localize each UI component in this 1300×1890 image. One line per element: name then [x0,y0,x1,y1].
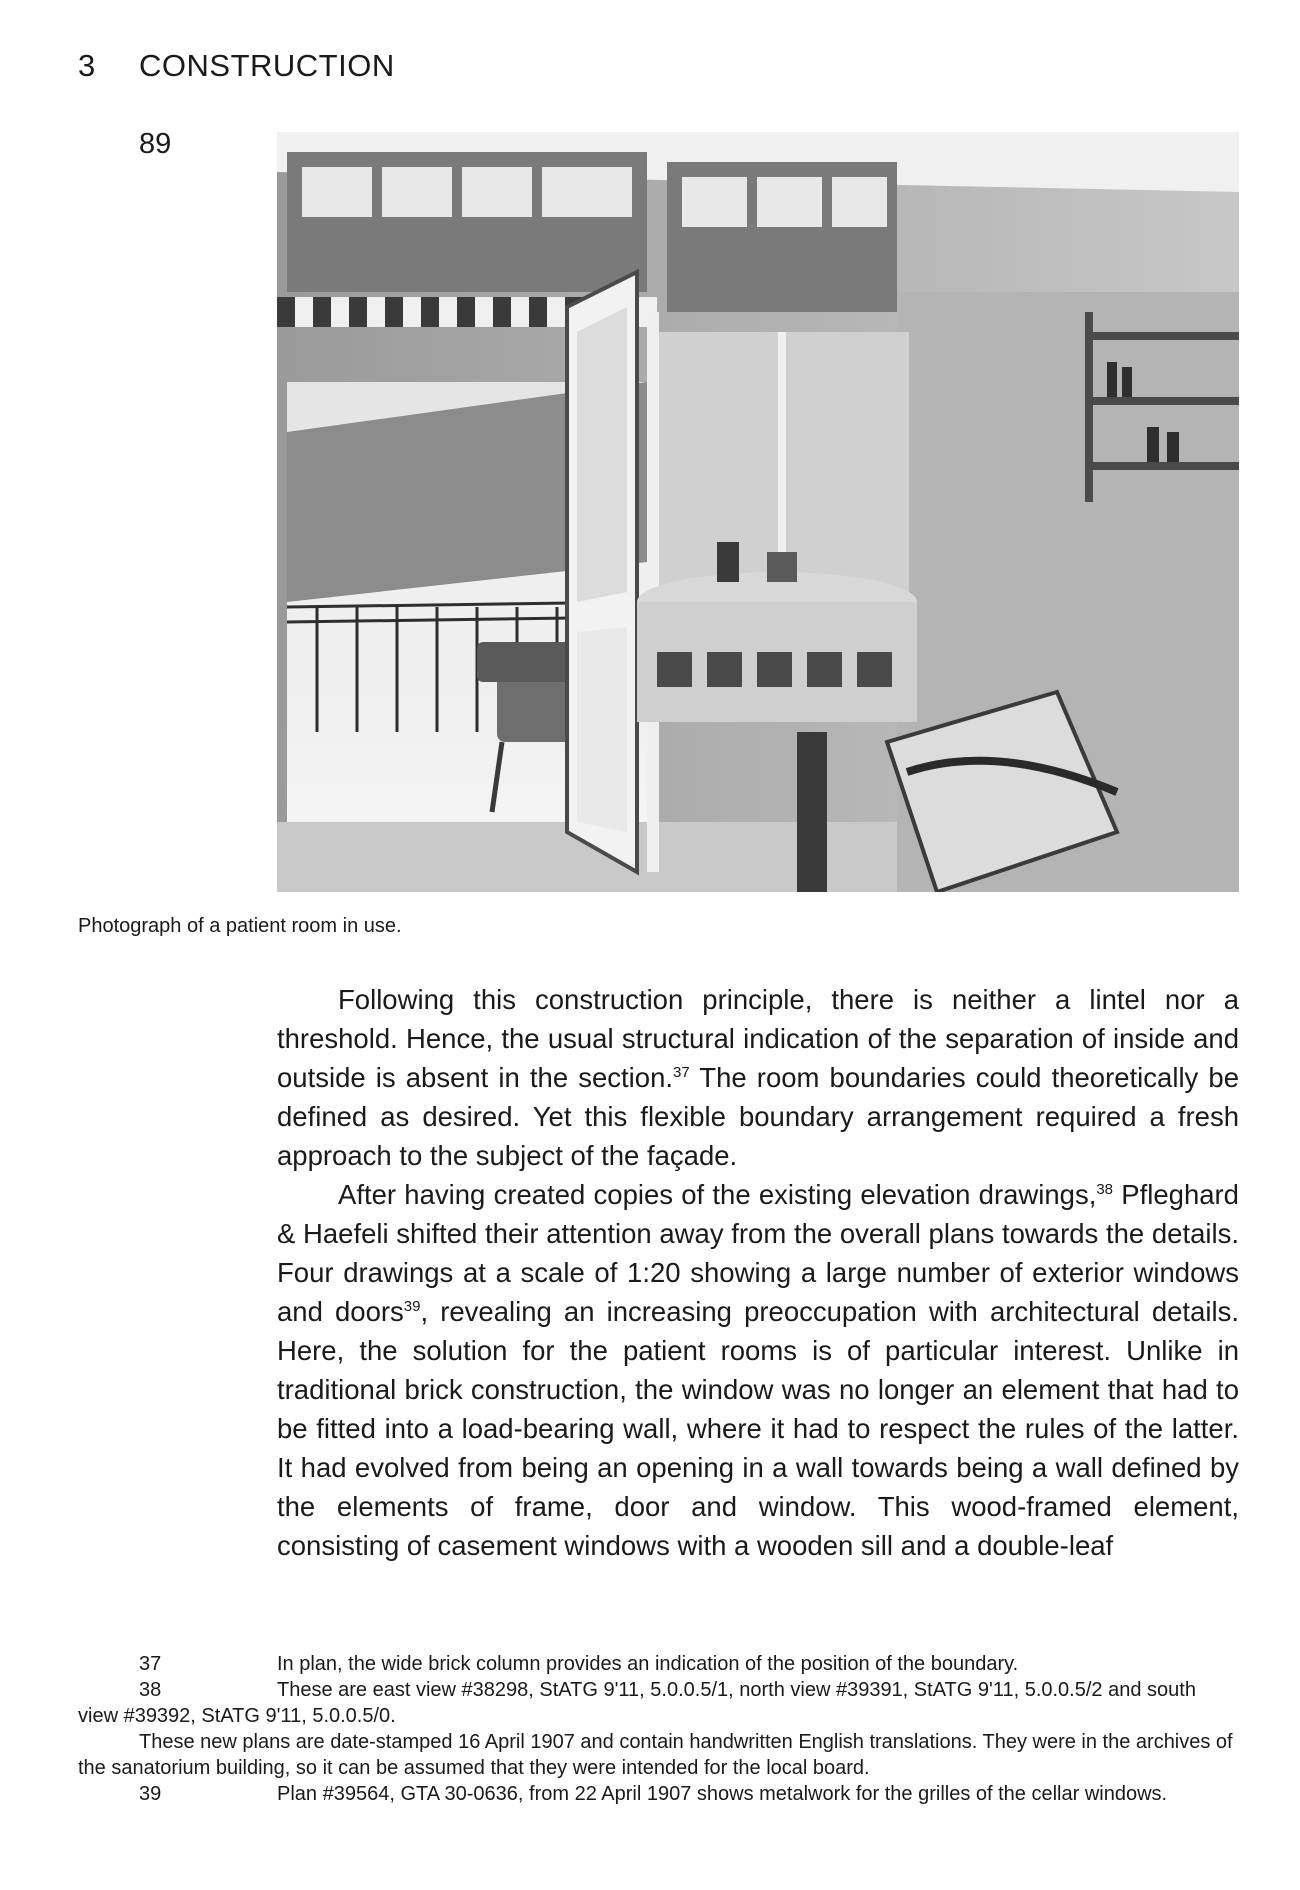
footnote-ref-39[interactable]: 39 [403,1298,421,1315]
body-text [277,980,1239,1565]
patient-room-photo [277,132,1239,892]
footnotes [78,1651,1239,1807]
footnote-number: 37 [139,1653,162,1675]
footnote-text: Plan #39564, GTA 30-0636, from 22 April 1907 shows metalwork for the grilles of the cellar windows. [277,1783,1168,1805]
figure-caption: Photograph of a patient room in use. [78,915,402,937]
figure-number: 89 [139,128,172,160]
paragraph-1: Following this construction principle, there is neither a lintel nor a threshold. Hence, the usual structural indication of the separation of inside and outside is absent in the section.$^{37}$ The room boundaries could theoretically be defined as desired. Yet this flexible boundary arrangement required a fresh approach to the subject of the façade. [277,984,1239,1171]
footnote-ref-37[interactable]: 37 [673,1064,690,1081]
footnote-39: 39 Plan #39564, GTA 30-0636, from 22 April 1907 shows metalwork for the grilles of the cellar windows. [139,1783,1168,1805]
footnote-38-continued: These new plans are date-stamped 16 April 1907 and contain handwritten English translations. They were in the archives of the sanatorium building, so it can be assumed that they were intended for the local board. [78,1731,1233,1779]
chapter-title: CONSTRUCTION [139,48,395,83]
footnote-37 [78,1651,1239,1677]
chapter-number: 3 [78,48,96,83]
open-balcony-door [567,272,637,872]
footnote-text: These are east view #38298, StATG 9'11, 5.0.0.5/1, north view #39391, StATG 9'11, 5.0.0.5/2 and south view #39392, StATG 9'11, 5.0.0.5/0. [78,1679,1196,1727]
footnote-text: In plan, the wide brick column provides an indication of the position of the boundary. [277,1653,1019,1675]
footnote-ref-38[interactable]: 38 [1096,1181,1114,1198]
paragraph-2: After having created copies of the existing elevation drawings,$^{38}$ Pfleghard & Haefeli shifted their attention away from the overall plans towards the details. Four drawings at a scale of 1:20 showing a large number of exterior windows and doors$^{39}$, revealing an increasing preoccupation with architectural details. Here, the solution for the patient rooms is of particular interest. Unlike in traditional brick construction, the window was no longer an element that had to be fitted into a load-bearing wall, where it had to respect the rules of the latter. It had evolved from being an opening in a wall towards being a wall defined by the elements of frame, door and window. This wood-framed element, consisting of casement windows with a wooden sill and a double-leaf [277,1179,1239,1561]
footnote-38: 38 These are east view #38298, StATG 9'11, 5.0.0.5/1, north view #39391, StATG 9'11, 5.0.0.5/2 and south view #39392, StATG 9'11, 5.0.0.5/0. [78,1679,1196,1727]
photo-illustration [277,132,1239,892]
